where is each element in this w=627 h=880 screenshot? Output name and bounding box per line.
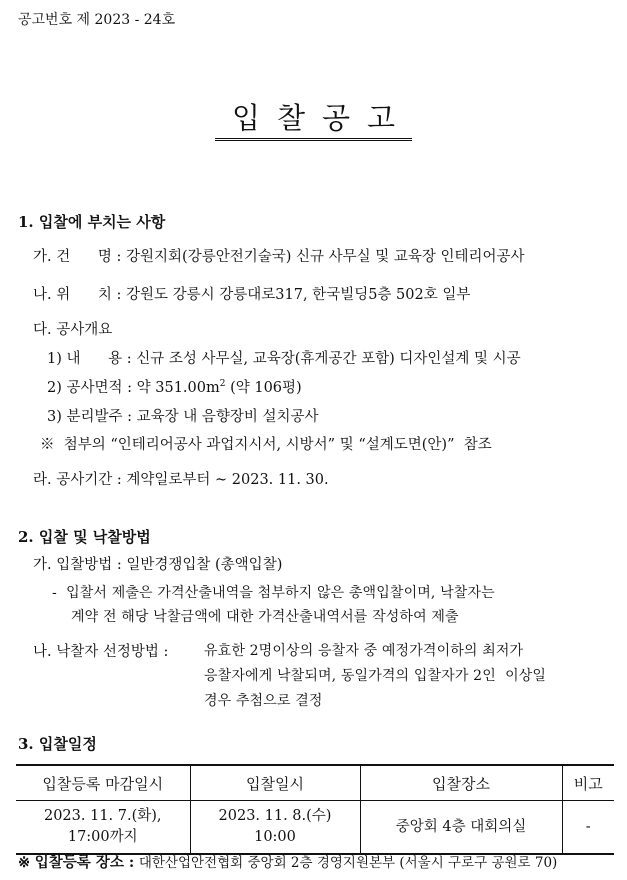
cell-deadline (16, 801, 190, 855)
section2-item-method (33, 553, 282, 574)
notice-number: 공고번호 제 2023 - 24호 (18, 12, 176, 28)
item-label: 가. 입찰방법 : (33, 557, 122, 573)
page-title: 입찰공고 (215, 100, 412, 141)
method-dash-line2: 계약 전 해당 낙찰금액에 대한 가격산출내역서를 작성하여 제출 (71, 609, 459, 625)
section3-heading: 3. 입찰일정 (18, 735, 97, 753)
section1-item-period (33, 468, 329, 489)
header-remark: 비고 (562, 765, 614, 801)
deadline-date: 2023. 11. 7.(화), (43, 808, 162, 824)
item-label: 나. 위 치 : (33, 287, 122, 303)
area-value-suffix: (약 106평) (225, 380, 302, 396)
item-value: 일반경쟁입찰 (총액입찰) (126, 557, 283, 573)
item-value: 교육장 내 음향장비 설치공사 (136, 409, 319, 425)
selection-line3: 경우 추첨으로 결정 (204, 693, 323, 709)
schedule-table (16, 764, 614, 855)
item-label: 1) 내 용 : (47, 351, 132, 367)
item-value: 강원도 강릉시 강릉대로317, 한국빌딩5층 502호 일부 (126, 287, 471, 303)
section2-heading: 2. 입찰 및 낙찰방법 (18, 528, 151, 546)
item-label: 3) 분리발주 : (47, 409, 133, 425)
cell-bid-place: 중앙회 4층 대회의실 (360, 801, 562, 855)
item-label: 가. 건 명 : (33, 249, 122, 265)
cell-remark: - (562, 801, 614, 855)
item-value: 계약일로부터 ~ 2023. 11. 30. (126, 472, 329, 488)
header-bid-place: 입찰장소 (360, 765, 562, 801)
overview-area (47, 376, 302, 397)
section1-item-name (33, 245, 525, 266)
bid-date: 2023. 11. 8.(수) (218, 808, 332, 824)
section1-heading: 1. 입찰에 부치는 사항 (18, 213, 166, 231)
selection-line1: 유효한 2명이상의 응찰자 중 예정가격이하의 최저가 (204, 643, 524, 659)
area-superscript: 2 (219, 379, 226, 389)
deadline-time: 17:00까지 (67, 829, 138, 845)
cell-bid-datetime (190, 801, 360, 855)
footnote-mark: ※ (18, 854, 31, 871)
selection-line2: 응찰자에게 낙찰되며, 동일가격의 입찰자가 2인 이상일 (204, 668, 547, 684)
overview-content (47, 347, 521, 368)
item-label: 라. 공사기간 : (33, 472, 122, 488)
item-value: 신규 조성 사무실, 교육장(휴게공간 포함) 디자인설계 및 시공 (136, 351, 521, 367)
header-deadline: 입찰등록 마감일시 (16, 765, 190, 801)
footnote-value: 대한산업안전협회 중앙회 2층 경영지원본부 (서울시 구로구 공원로 70) (138, 855, 558, 871)
header-bid-datetime: 입찰일시 (190, 765, 360, 801)
section2-item-selection-label: 나. 낙찰자 선정방법 : (33, 644, 169, 660)
title-block (0, 100, 627, 141)
overview-note: ※ 첨부의 “인테리어공사 과업지시서, 시방서” 및 “설계도면(안)” 참조 (40, 437, 492, 453)
item-label: 2) 공사면적 : (47, 380, 133, 396)
table-row (16, 801, 614, 855)
footnote-label: 입찰등록 장소 : (34, 854, 135, 871)
overview-separate-order (47, 405, 319, 426)
registration-footnote (18, 851, 557, 872)
method-dash-line1: - 입찰서 제출은 가격산출내역을 첨부하지 않은 총액입찰이며, 낙찰자는 (52, 585, 495, 601)
section1-item-location (33, 283, 470, 304)
item-value: 강원지회(강릉안전기술국) 신규 사무실 및 교육장 인테리어공사 (126, 249, 525, 265)
section1-item-overview: 다. 공사개요 (33, 322, 113, 338)
bid-time: 10:00 (254, 829, 296, 845)
area-value: 약 351.00m (136, 380, 220, 396)
table-header-row (16, 765, 614, 801)
